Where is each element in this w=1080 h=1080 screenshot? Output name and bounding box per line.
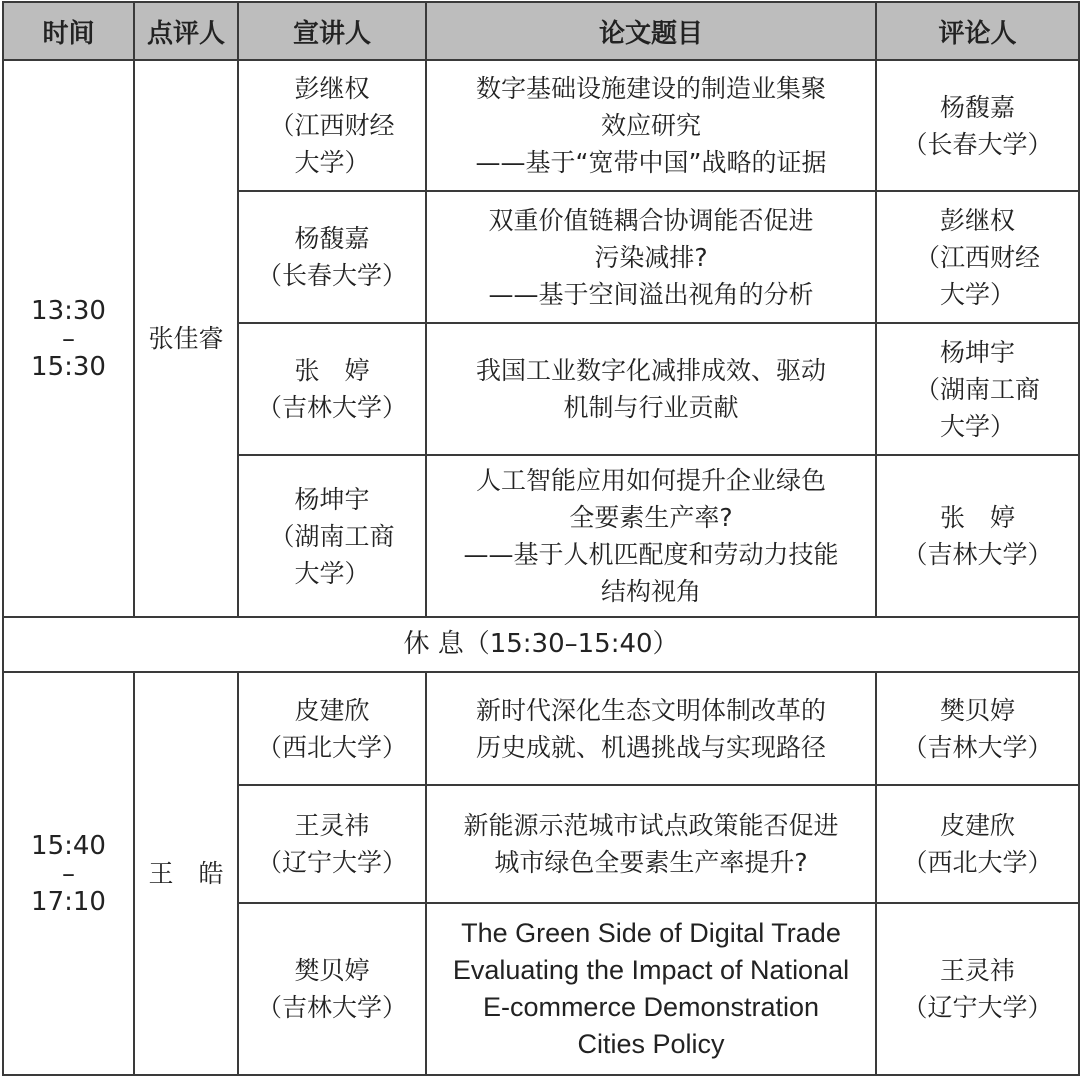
header-row (3, 2, 1079, 60)
presenter-cell: 王灵祎 （辽宁大学） (238, 785, 426, 903)
presenter-cell: 杨馥嘉 （长春大学） (238, 191, 426, 323)
header-presenter: 宣讲人 (238, 2, 426, 60)
header-commentator: 评论人 (876, 2, 1079, 60)
session2-time-sep: – (62, 858, 75, 889)
commentator-cell: 彭继权 （江西财经 大学） (876, 191, 1079, 323)
session1-time (3, 60, 134, 617)
header-reviewer: 点评人 (134, 2, 238, 60)
paper-title-cell: 我国工业数字化减排成效、驱动 机制与行业贡献 (426, 323, 876, 455)
schedule-table (2, 1, 1080, 1076)
break-cell: 休 息（15:30–15:40） (3, 617, 1079, 672)
header-title: 论文题目 (426, 2, 876, 60)
session1-time-end: 15:30 (31, 351, 106, 382)
session2-time-start: 15:40 (31, 830, 106, 861)
commentator-cell: 王灵祎 （辽宁大学） (876, 903, 1079, 1075)
paper-title-cell: 数字基础设施建设的制造业集聚 效应研究 ——基于“宽带中国”战略的证据 (426, 60, 876, 191)
commentator-cell: 樊贝婷 （吉林大学） (876, 672, 1079, 785)
commentator-cell: 杨坤宇 （湖南工商 大学） (876, 323, 1079, 455)
table-row (3, 60, 1079, 191)
paper-title-cell: 新时代深化生态文明体制改革的 历史成就、机遇挑战与实现路径 (426, 672, 876, 785)
presenter-cell: 张 婷 （吉林大学） (238, 323, 426, 455)
paper-title-cell: 新能源示范城市试点政策能否促进 城市绿色全要素生产率提升? (426, 785, 876, 903)
header-time: 时间 (3, 2, 134, 60)
paper-title-cell: The Green Side of Digital Trade Evaluating the Impact of National E-commerce Demonstration Cities Policy (426, 903, 876, 1075)
commentator-cell: 杨馥嘉 （长春大学） (876, 60, 1079, 191)
session1-time-start: 13:30 (31, 295, 106, 326)
table-row (3, 672, 1079, 785)
session1-time-sep: – (62, 323, 75, 354)
session2-time (3, 672, 134, 1075)
break-row (3, 617, 1079, 672)
session2-reviewer: 王 皓 (134, 672, 238, 1075)
paper-title-cell: 人工智能应用如何提升企业绿色 全要素生产率? ——基于人机匹配度和劳动力技能 结构视角 (426, 455, 876, 617)
commentator-cell: 皮建欣 （西北大学） (876, 785, 1079, 903)
presenter-cell: 彭继权 （江西财经 大学） (238, 60, 426, 191)
session2-time-end: 17:10 (31, 886, 106, 917)
session1-reviewer: 张佳睿 (134, 60, 238, 617)
presenter-cell: 樊贝婷 （吉林大学） (238, 903, 426, 1075)
presenter-cell: 皮建欣 （西北大学） (238, 672, 426, 785)
presenter-cell: 杨坤宇 （湖南工商 大学） (238, 455, 426, 617)
paper-title-cell: 双重价值链耦合协调能否促进 污染减排? ——基于空间溢出视角的分析 (426, 191, 876, 323)
commentator-cell: 张 婷 （吉林大学） (876, 455, 1079, 617)
